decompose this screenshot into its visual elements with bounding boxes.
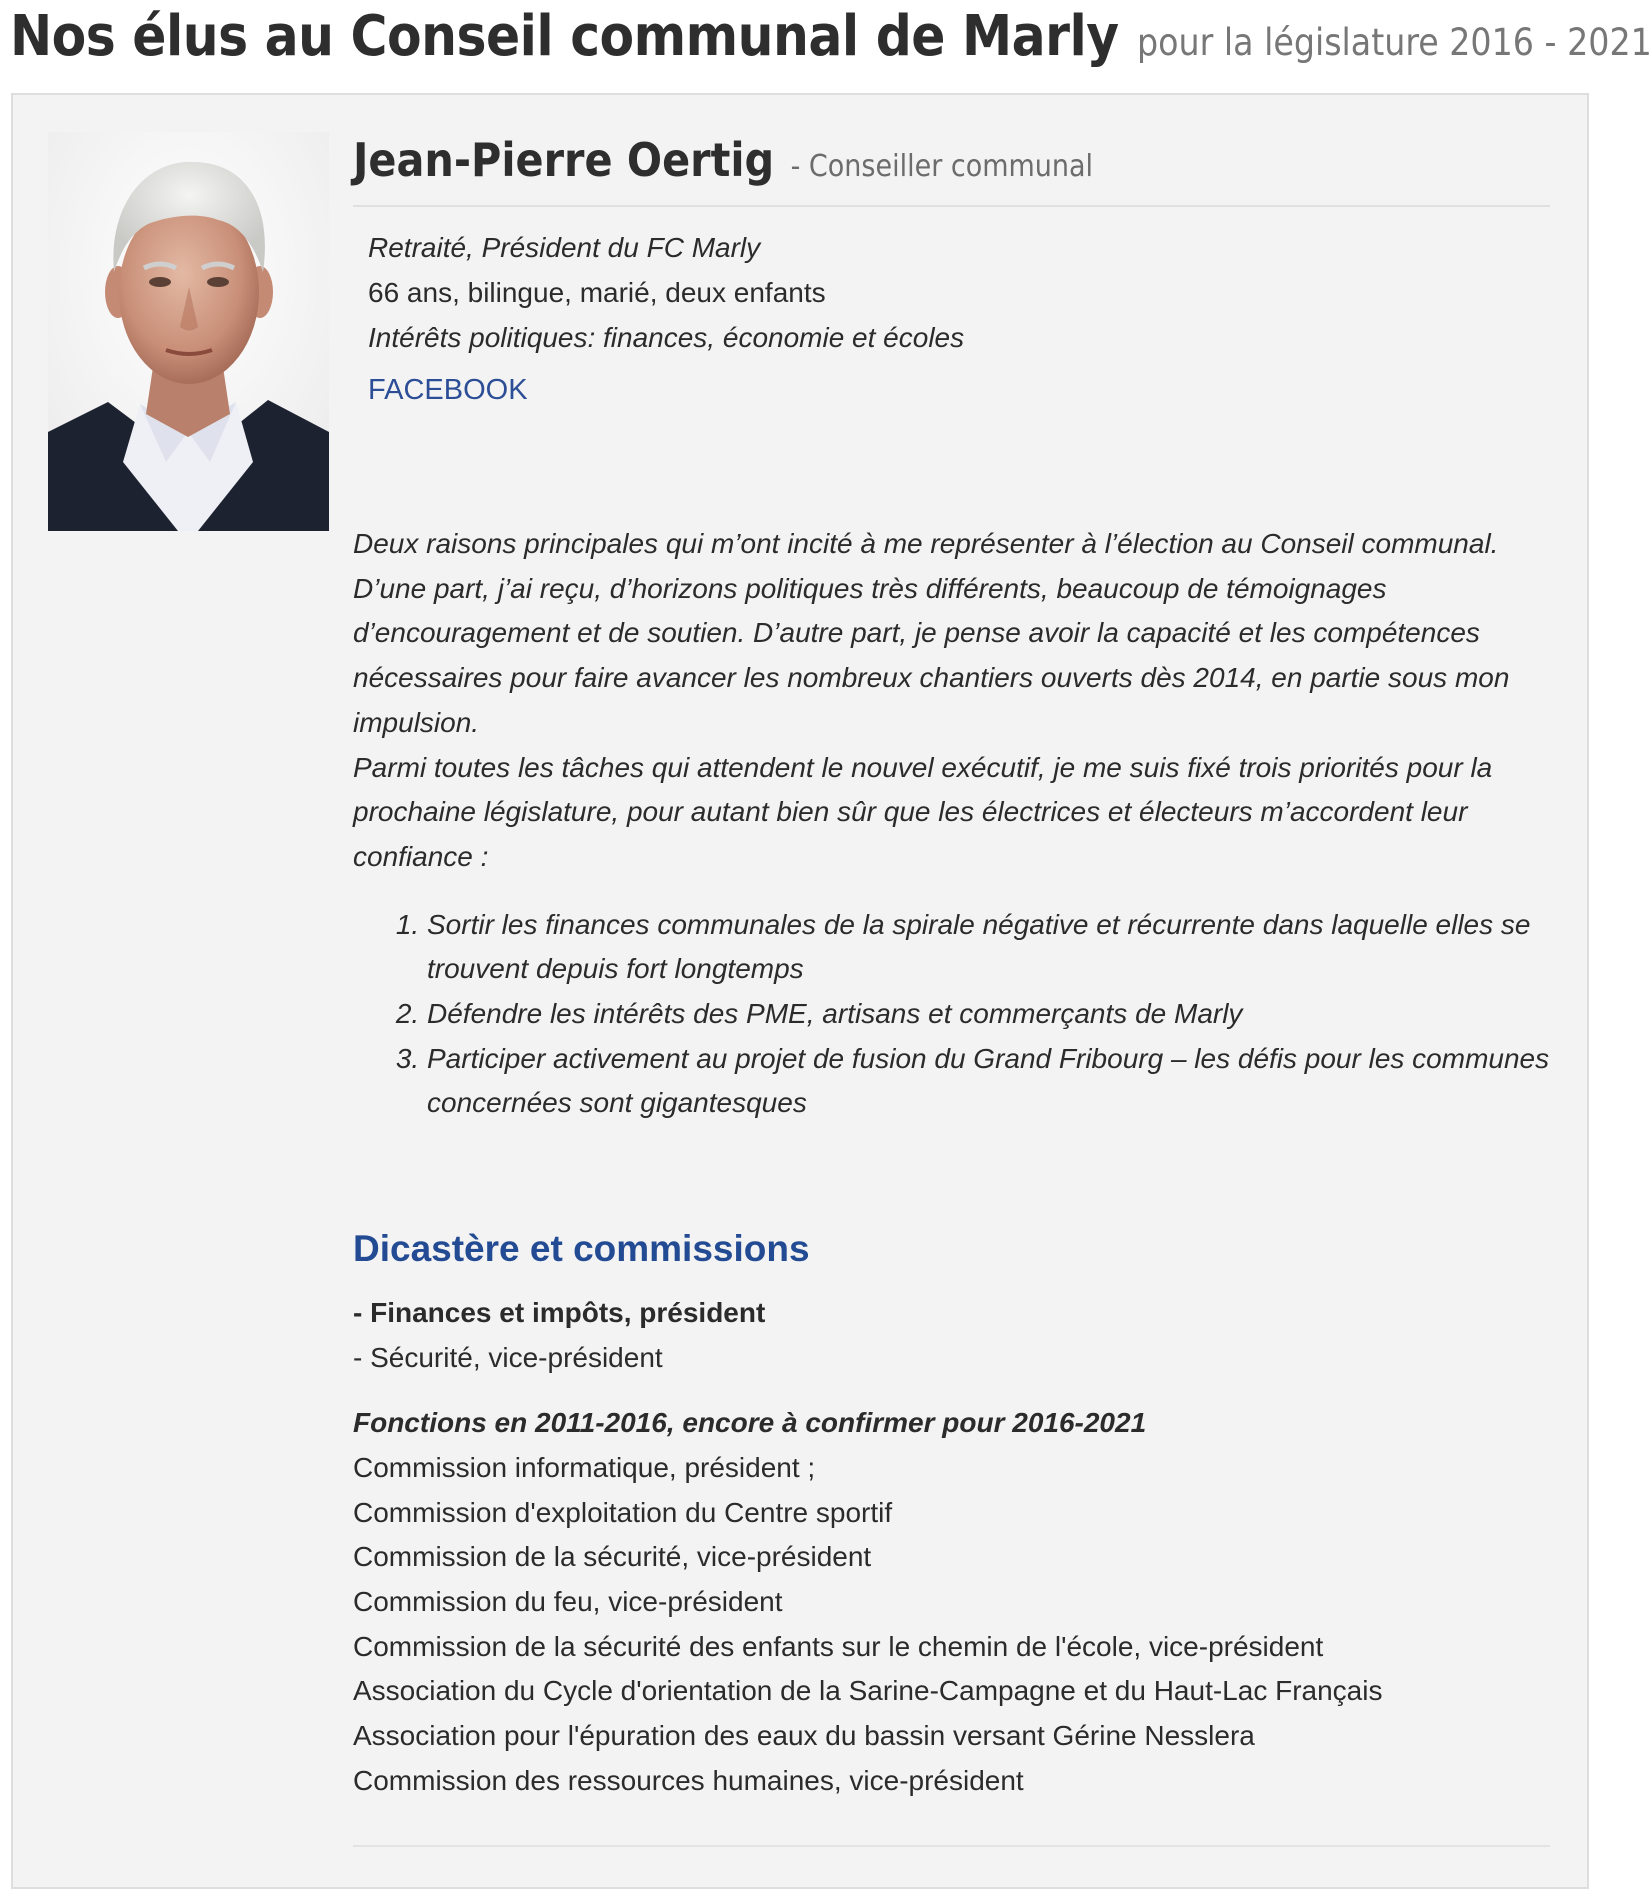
page-subtitle: pour la législature 2016 - 2021: [1137, 21, 1652, 64]
candidate-statement: [353, 522, 1568, 880]
profile-content: [353, 125, 1563, 1803]
list-item: 1. Sortir les finances communales de la spirale négative et récurrente dans laquelle elles se trouvent depuis fort longtemps: [427, 903, 1557, 992]
list-item: 2. Défendre les intérêts des PME, artisans et commerçants de Marly: [427, 992, 1557, 1037]
statement-paragraph: Deux raisons principales qui m’ont incité à me représenter à l’élection au Conseil communal. D’une part, j’ai reçu, d’horizons politiques très différents, beaucoup de témoignages d’encouragement et de soutien. D’autre part, je pense avoir la capacité et les compétences nécessaires pour faire avancer les nombreux chantiers ouverts dès 2014, en partie sous mon impulsion.: [353, 528, 1510, 738]
name-row: [353, 125, 1550, 207]
list-item: Commission d'exploitation du Centre sportif: [353, 1496, 893, 1528]
section-heading: Dicastère et commissions: [353, 1228, 810, 1270]
list-item: Association pour l'épuration des eaux du bassin versant Gérine Nesslera: [353, 1720, 1255, 1752]
page-title: Nos élus au Conseil communal de Marly: [10, 4, 1119, 69]
personal-facts: [368, 225, 1563, 360]
portrait-photo: [48, 132, 329, 531]
functions-list: [353, 1401, 1563, 1803]
facebook-link[interactable]: FACEBOOK: [368, 374, 528, 406]
list-item: 3. Participer activement au projet de fusion du Grand Fribourg – les défis pour les communes concernées sont gigantesques: [427, 1037, 1557, 1126]
bottom-divider: [353, 1845, 1550, 1847]
person-role: - Conseiller communal: [790, 149, 1094, 184]
profile-card: [11, 93, 1589, 1889]
priorities-list: [353, 903, 1557, 1127]
list-item: Commission de la sécurité des enfants sur le chemin de l'école, vice-président: [353, 1630, 1324, 1662]
list-item: Commission de la sécurité, vice-président: [353, 1541, 872, 1573]
list-item: Association du Cycle d'orientation de la Sarine-Campagne et du Haut-Lac Français: [353, 1675, 1383, 1707]
list-item: Commission des ressources humaines, vice-président: [353, 1764, 1024, 1796]
list-item: Commission du feu, vice-président: [353, 1585, 783, 1617]
page-header: [10, 2, 1652, 82]
list-item: - Sécurité, vice-président: [353, 1342, 663, 1374]
dicastere-list: [353, 1290, 1563, 1380]
political-interests: Intérêts politiques: finances, économie et écoles: [368, 322, 965, 353]
person-name: Jean-Pierre Oertig: [353, 133, 775, 187]
occupation: Retraité, Président du FC Marly: [368, 232, 761, 263]
list-item: - Finances et impôts, président: [353, 1297, 766, 1329]
personal-details: 66 ans, bilingue, marié, deux enfants: [368, 277, 826, 308]
functions-title: Fonctions en 2011-2016, encore à confirmer pour 2016-2021: [353, 1407, 1147, 1439]
list-item: Commission informatique, président ;: [353, 1451, 816, 1483]
statement-paragraph: Parmi toutes les tâches qui attendent le nouvel exécutif, je me suis fixé trois priorités pour la prochaine législature, pour autant bien sûr que les électrices et électeurs m’accordent leur confiance :: [353, 751, 1493, 872]
